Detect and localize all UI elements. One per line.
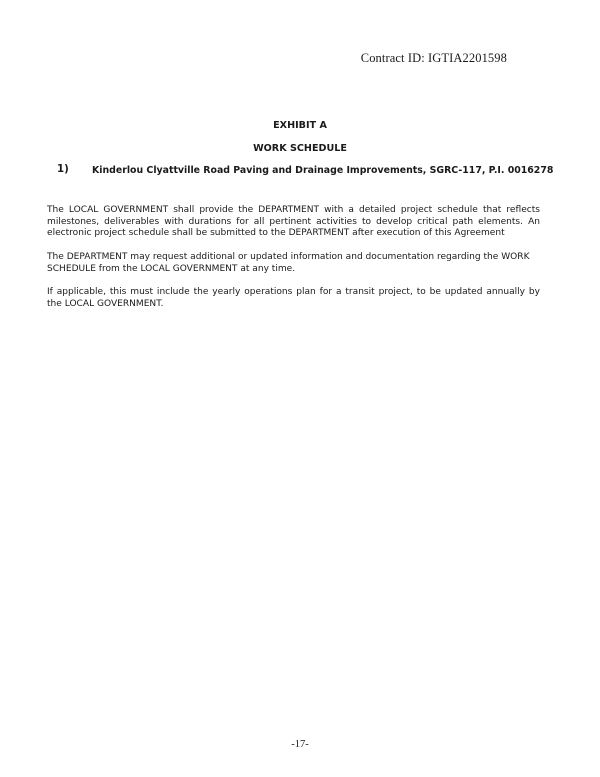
paragraph-project-schedule: The LOCAL GOVERNMENT shall provide the DEPARTMENT with a detailed project schedule that reflects milestones, deliverables with durations for all pertinent activities to develop critical path elements. An electronic project schedule shall be submitted to the DEPARTMENT after execution of this Agreement [47,205,540,238]
paragraph-transit-operations: If applicable, this must include the yearly operations plan for a transit project, to be updated annually by the LOCAL GOVERNMENT. [47,287,540,309]
item-number: 1) [57,164,69,175]
work-schedule-title: WORK SCHEDULE [253,143,347,154]
project-title: Kinderlou Clyattville Road Paving and Drainage Improvements, SGRC-117, P.I. 0016278 [92,165,554,176]
page-number: -17- [291,739,309,750]
contract-id: Contract ID: IGTIA2201598 [360,51,507,65]
paragraph-additional-information: The DEPARTMENT may request additional or updated information and documentation regarding the WORK SCHEDULE from the LOCAL GOVERNMENT at any time. [47,252,530,274]
exhibit-title: EXHIBIT A [273,120,327,131]
